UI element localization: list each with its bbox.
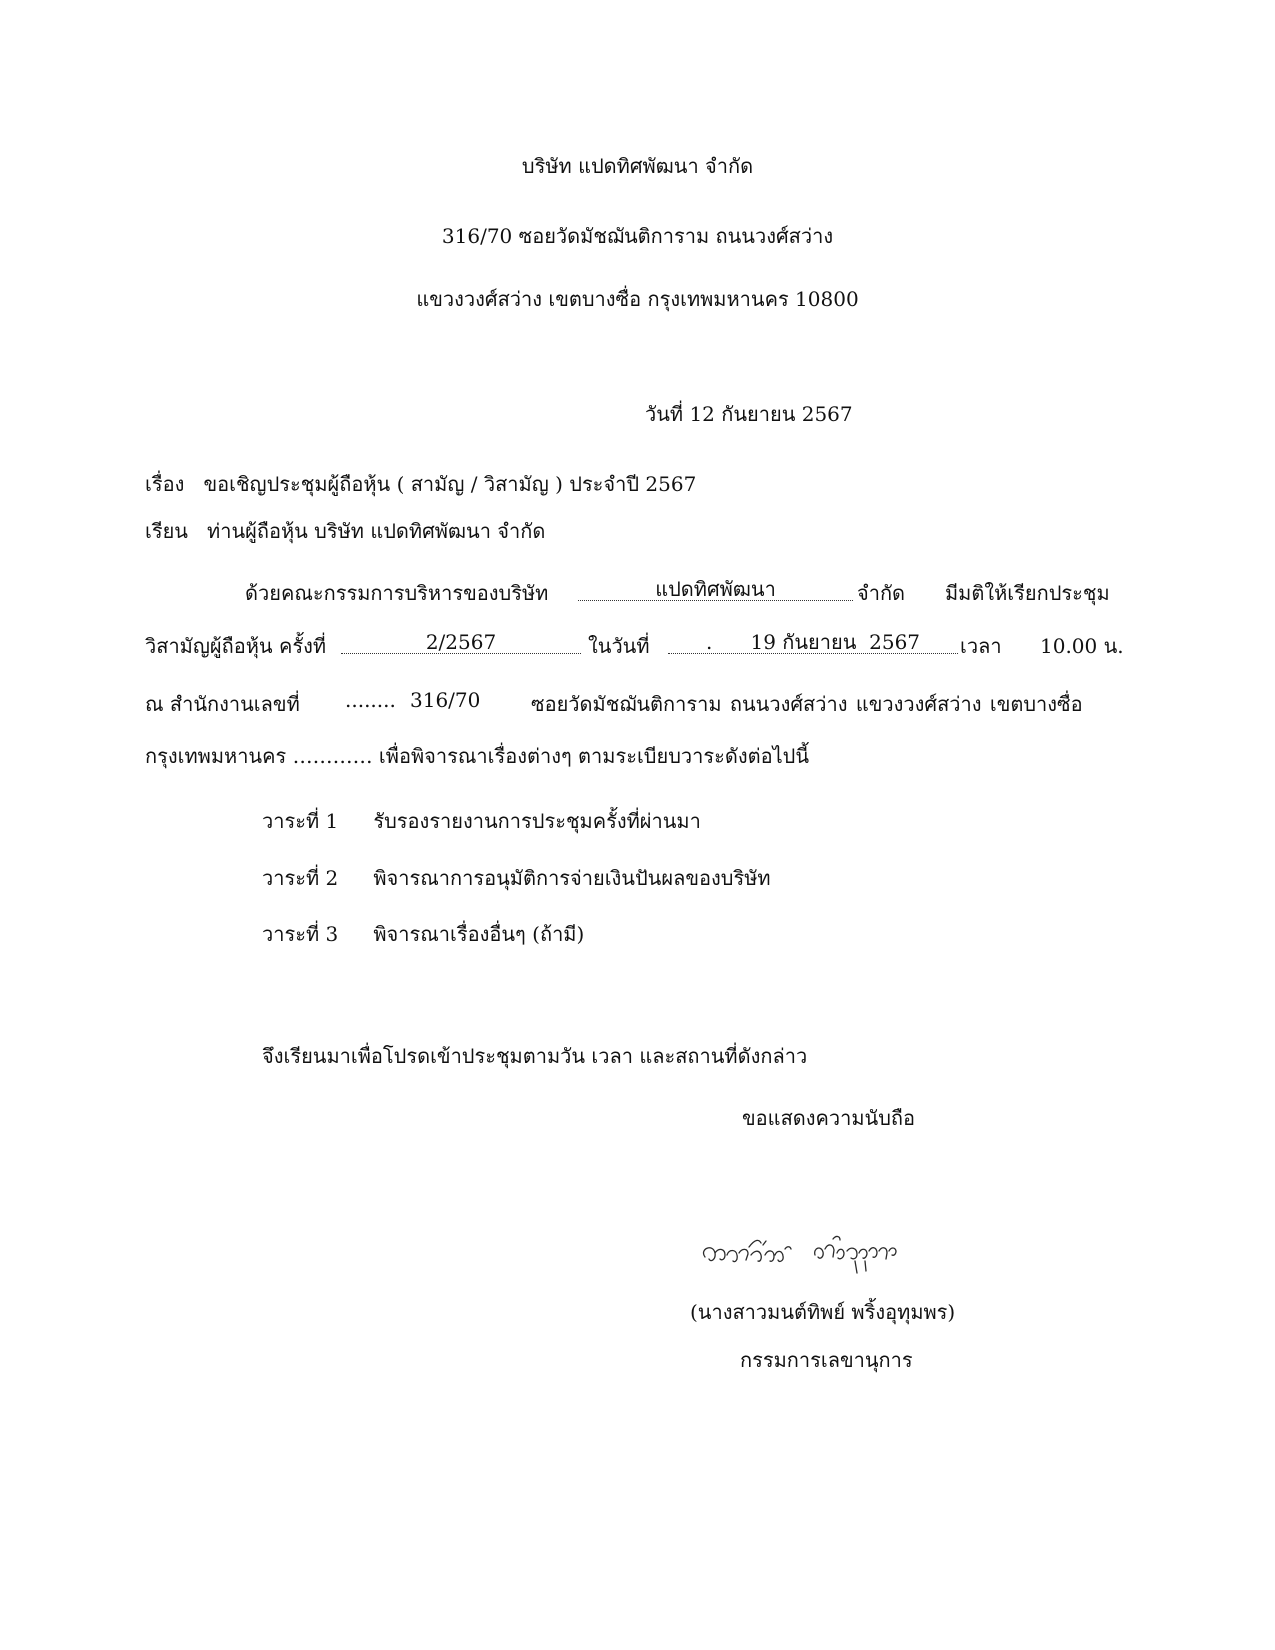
body-line-3a: ณ สำนักงานเลขที่ — [145, 692, 300, 716]
agenda-text: พิจารณาเรื่องอื่นๆ (ถ้ามี) — [373, 922, 585, 946]
body-line-1b: จำกัด — [857, 581, 906, 605]
agenda-item-2 — [262, 862, 771, 894]
signature — [675, 1205, 995, 1300]
meeting-date-fill — [668, 630, 958, 654]
address-line-2: แขวงวงศ์สว่าง เขตบางซื่อ กรุงเทพมหานคร 10800 — [416, 287, 859, 311]
agenda-text: รับรองรายงานการประชุมครั้งที่ผ่านมา — [373, 809, 701, 833]
signer-position: กรรมการเลขานุการ — [740, 1348, 913, 1372]
agenda-item-3 — [262, 918, 584, 950]
meeting-no-fill — [341, 630, 581, 654]
company-name: บริษัท แปดทิศพัฒนา จำกัด — [521, 154, 754, 178]
agenda-label: วาระที่ 3 — [262, 922, 339, 946]
body-line-2c: เวลา — [960, 634, 1002, 658]
body-line-3-dots: ........ — [345, 688, 396, 712]
letter-date: วันที่ 12 กันยายน 2567 — [645, 402, 853, 426]
closing-regards: ขอแสดงความนับถือ — [742, 1106, 916, 1130]
meeting-time: 10.00 น. — [1040, 634, 1124, 658]
signer-name: (นางสาวมนต์ทิพย์ พริ้งอุทุมพร) — [690, 1300, 956, 1324]
body-line-3b: ซอยวัดมัชฌันติการาม ถนนวงศ์สว่าง แขวงวงศ์สว่าง เขตบางซื่อ — [531, 692, 1083, 716]
body-line-1a: ด้วยคณะกรรมการบริหารของบริษัท — [245, 581, 549, 605]
subject-text: ขอเชิญประชุมผู้ถือหุ้น ( สามัญ / วิสามัญ ) ประจำปี 2567 — [203, 472, 697, 496]
meeting-no-value: 2/2567 — [341, 631, 581, 654]
meeting-date-value: . 19 กันยายน 2567 — [668, 631, 958, 654]
recipient-text: ท่านผู้ถือหุ้น บริษัท แปดทิศพัฒนา จำกัด — [207, 519, 546, 543]
office-number: 316/70 — [410, 688, 481, 712]
recipient-label: เรียน — [145, 519, 188, 543]
body-line-2b: ในวันที่ — [588, 634, 650, 658]
company-fill — [578, 577, 853, 601]
subject-line — [145, 468, 696, 500]
subject-label: เรื่อง — [145, 472, 185, 496]
company-fill-value: แปดทิศพัฒนา — [578, 578, 853, 601]
body-line-4: กรุงเทพมหานคร ………… เพื่อพิจารณาเรื่องต่างๆ ตามระเบียบวาระดังต่อไปนี้ — [145, 744, 810, 768]
agenda-label: วาระที่ 2 — [262, 866, 339, 890]
address-line-1: 316/70 ซอยวัดมัชฌันติการาม ถนนวงศ์สว่าง — [441, 224, 834, 248]
agenda-label: วาระที่ 1 — [262, 809, 339, 833]
signature-scribble — [675, 1205, 995, 1300]
agenda-text: พิจารณาการอนุมัติการจ่ายเงินปันผลของบริษัท — [373, 866, 771, 890]
closing-request: จึงเรียนมาเพื่อโปรดเข้าประชุมตามวัน เวลา และสถานที่ดังกล่าว — [262, 1044, 808, 1068]
agenda-item-1 — [262, 805, 701, 837]
recipient-line — [145, 515, 545, 547]
body-line-1c: มีมติให้เรียกประชุม — [945, 581, 1110, 605]
body-line-2a: วิสามัญผู้ถือหุ้น ครั้งที่ — [145, 634, 327, 658]
